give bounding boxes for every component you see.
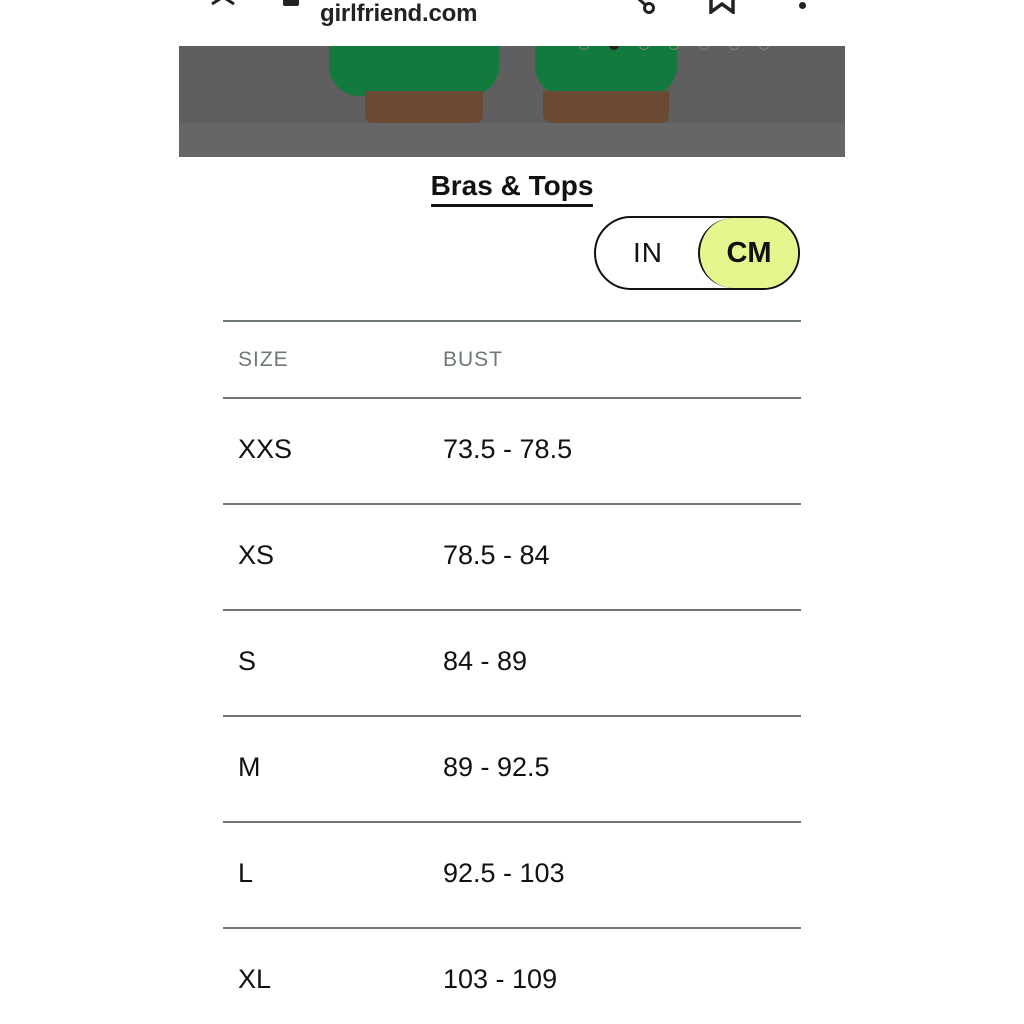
bust-cell: 92.5 - 103: [443, 858, 565, 888]
bust-cell: 89 - 92.5: [443, 752, 550, 782]
header-size: SIZE: [238, 348, 289, 371]
lock-icon: [283, 0, 299, 6]
size-cell: XXS: [238, 434, 293, 464]
section-title-wrap: [179, 170, 845, 207]
size-cell: L: [238, 858, 254, 888]
url-text[interactable]: girlfriend.com: [320, 0, 478, 27]
header-bust: BUST: [443, 348, 504, 371]
carousel-dot[interactable]: [579, 46, 589, 50]
size-cell: XL: [238, 964, 272, 994]
carousel-dot[interactable]: [699, 46, 709, 50]
bust-cell: 73.5 - 78.5: [443, 434, 573, 464]
table-header: [223, 320, 801, 399]
carousel-dot[interactable]: [639, 46, 649, 50]
size-cell: XS: [238, 540, 275, 570]
product-image: [179, 46, 845, 157]
unit-option-in[interactable]: IN: [633, 237, 663, 268]
table-row: [223, 505, 801, 611]
table-row: [223, 399, 801, 505]
size-table: [223, 320, 801, 1024]
carousel-dots: [579, 46, 769, 50]
size-cell: S: [238, 646, 257, 676]
unit-option-cm[interactable]: CM: [698, 218, 798, 288]
bookmark-icon[interactable]: [707, 0, 737, 14]
table-row: [223, 823, 801, 929]
close-icon[interactable]: [209, 0, 237, 10]
size-cell: M: [238, 752, 261, 782]
carousel-dot[interactable]: [729, 46, 739, 50]
bust-cell: 103 - 109: [443, 964, 558, 994]
image-floor: [179, 123, 845, 157]
carousel-dot[interactable]: [669, 46, 679, 50]
more-icon[interactable]: [799, 2, 806, 9]
section-title[interactable]: Bras & Tops: [431, 170, 594, 207]
carousel-dot[interactable]: [759, 46, 769, 50]
table-row: [223, 611, 801, 717]
bust-cell: 84 - 89: [443, 646, 528, 676]
table-row: [223, 717, 801, 823]
bust-cell: 78.5 - 84: [443, 540, 550, 570]
browser-top-bar: [179, 0, 845, 46]
unit-toggle[interactable]: [594, 216, 800, 290]
size-guide-screen: [179, 0, 845, 1024]
table-row: [223, 929, 801, 1024]
carousel-dot[interactable]: [609, 46, 619, 50]
share-icon[interactable]: [627, 0, 657, 16]
